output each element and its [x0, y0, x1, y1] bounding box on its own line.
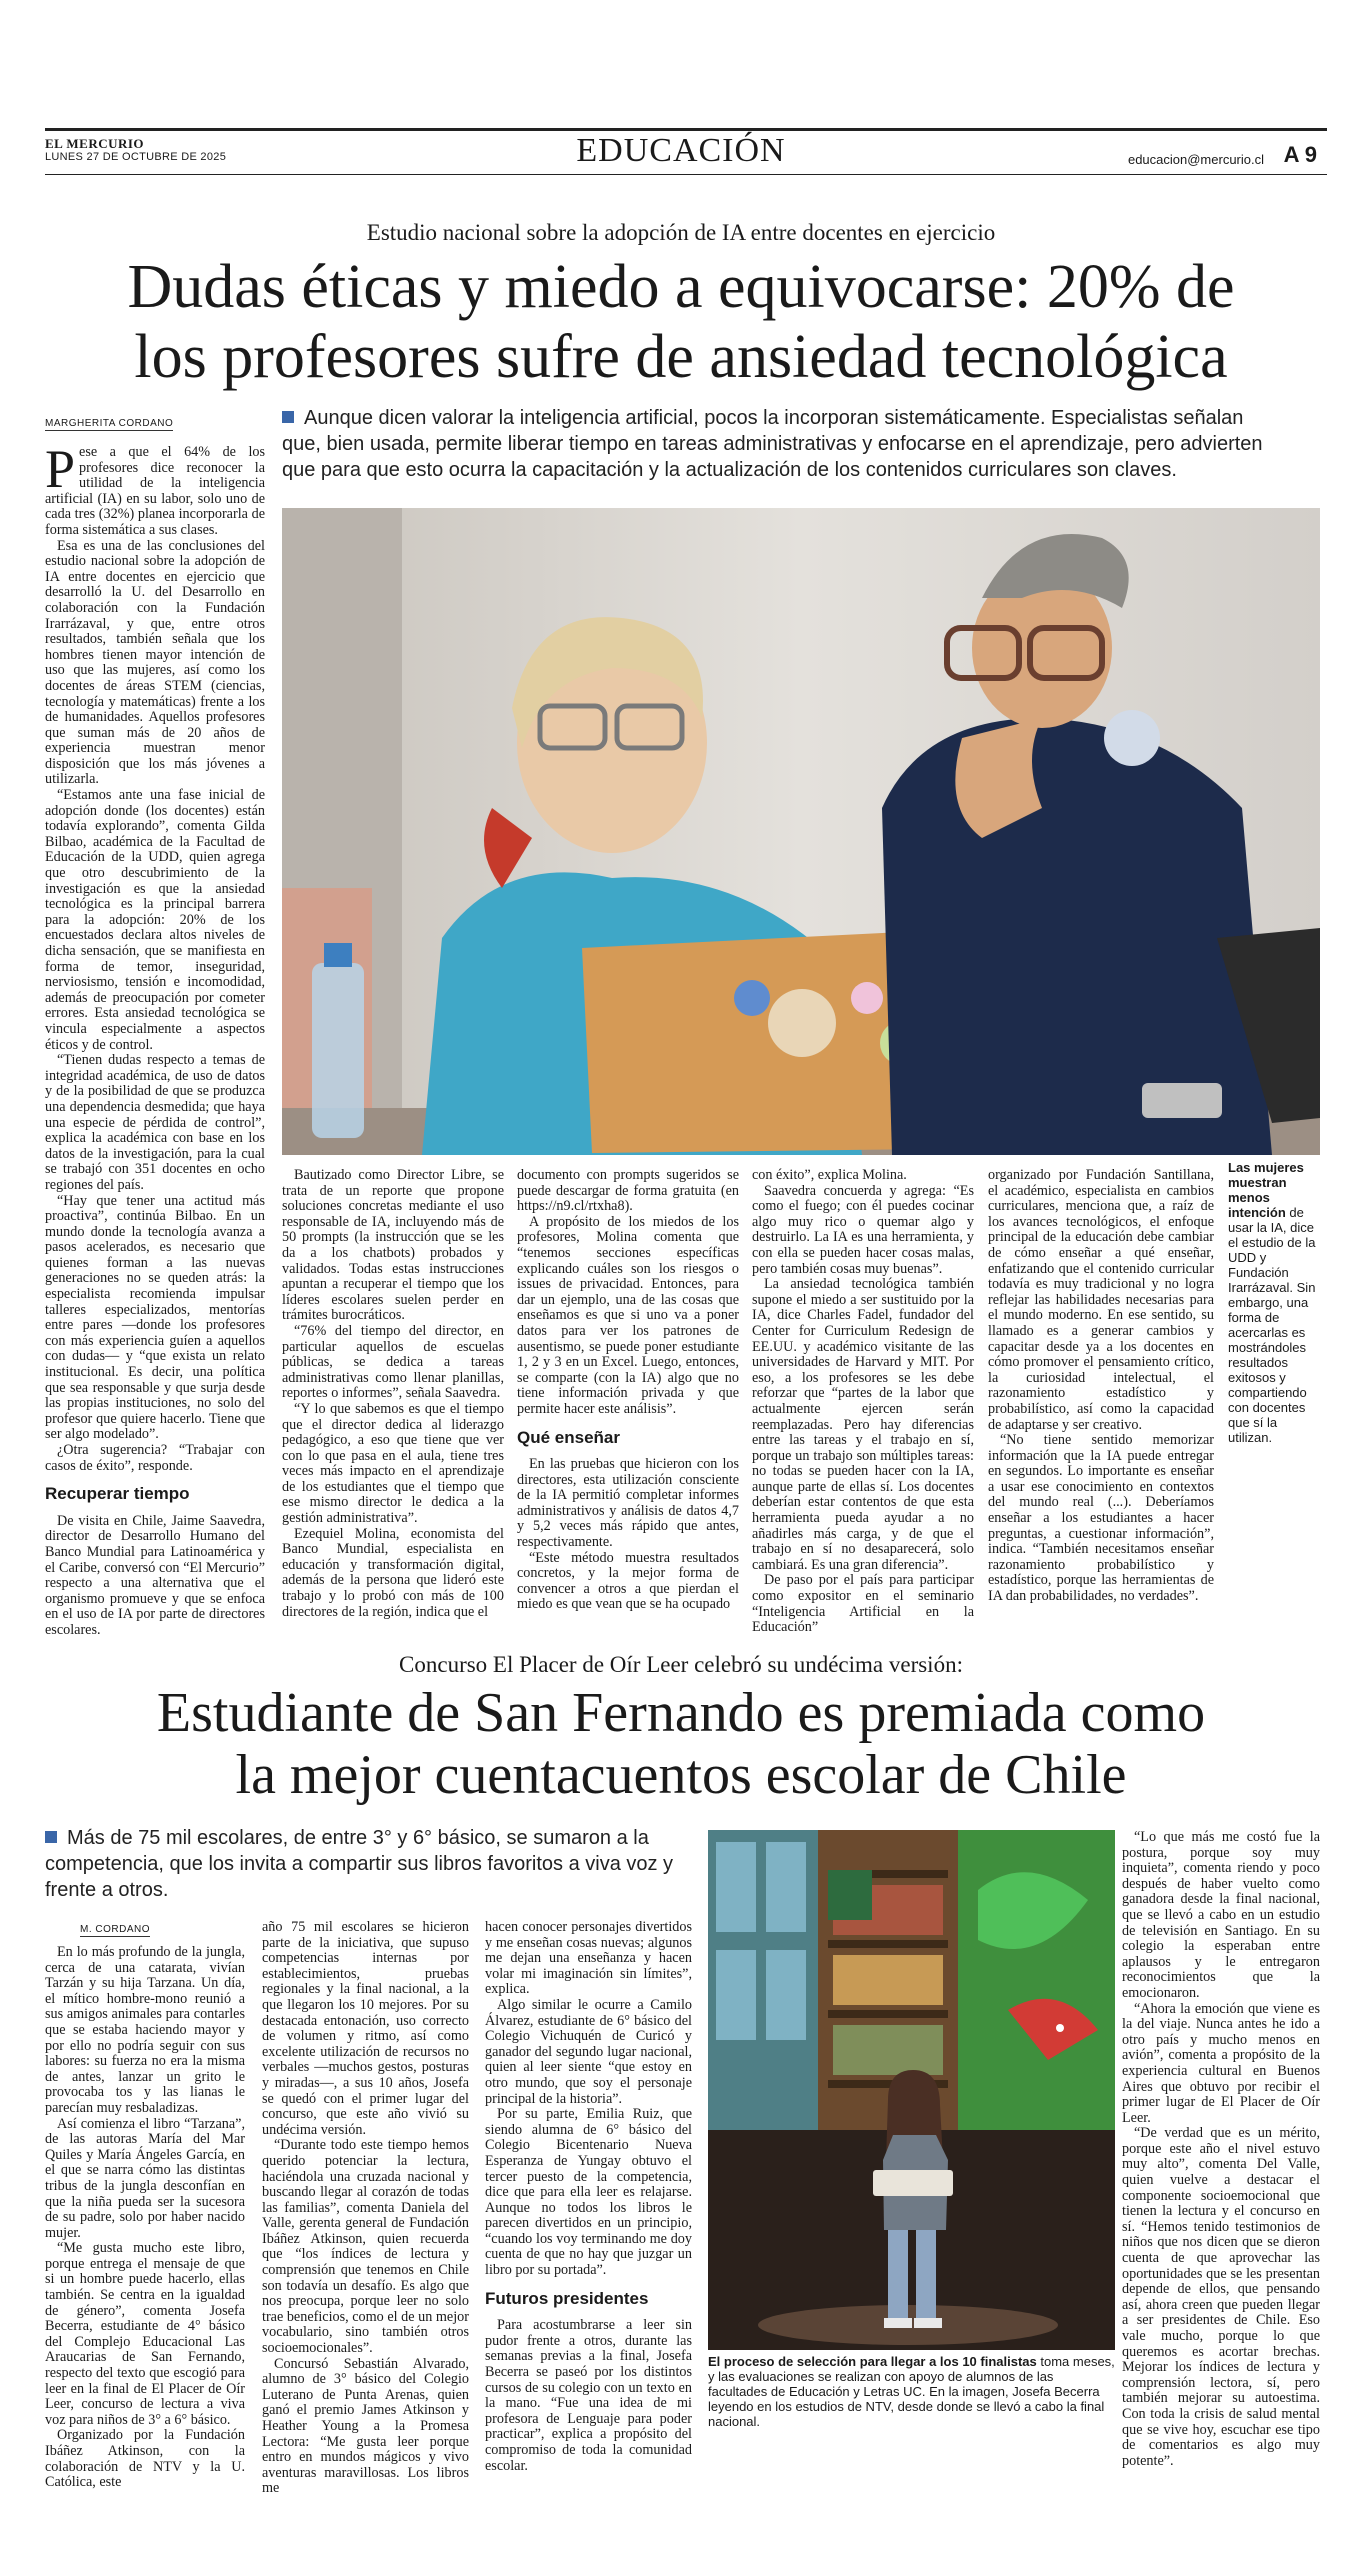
story1-column-4: [752, 1168, 974, 1636]
story1-headline-line1: Dudas éticas y miedo a equivocarse: 20% de: [127, 253, 1235, 321]
story1-col3-p4: “Este método muestra resultados concretos, y la mejor forma de convencer a otros a que pierdan el miedo es que vean que se ha ocupado: [517, 1549, 739, 1613]
page-number: A 9: [1283, 142, 1317, 167]
story1-lead-paragraph: [45, 439, 265, 539]
story1-photo-caption: [1228, 1160, 1322, 1445]
story2-col3-p2: Algo similar le ocurre a Camilo Álvarez, estudiante de 6° básico del Colegio Vichuquén de Curicó y ganador del segundo lugar nacional, quien al leer siente “que estoy en otro mundo, que soy el personaje principal de la historia”.: [485, 1996, 692, 2107]
teachers-laptop-illustration: [282, 508, 1320, 1155]
story1-column-3: [517, 1168, 739, 1613]
story2-col1-p4: Organizado por la Fundación Ibáñez Atkinson, con la colaboración de NTV y la U. Católica, este: [45, 2427, 245, 2491]
story1-col4-p1: con éxito”, explica Molina.: [752, 1167, 907, 1183]
section-title: EDUCACIÓN: [576, 132, 786, 169]
story1-col2-p1: Bautizado como Director Libre, se trata de un reporte que propone soluciones concretas mediante el uso responsable de IA, incluyendo más de 50 prompts (la instrucción que se les da a los chatbots) probados y validados. Todas estas instrucciones apuntan a recuperar el tiempo que los líderes escolares suelen perder en trámites burocráticos.: [282, 1167, 504, 1324]
story1-col5-p1: organizado por Fundación Santillana, el académico, especialista en cambios curriculares, menciona que, a raíz de los avances tecnológicos, el enfoque principal de la educación debe cambiar de cómo enseñar a qué enseñar, enfatizando que el contenido curricular todavía es muy tradicional y no logra reflejar las habilidades necesarias para el mundo moderno. En ese sentido, su llamado es a generar cambios y capacitar desde ya a los docentes en cómo promover el pensamiento crítico, la curiosidad intelectual, el razonamiento estadístico y probabilístico, así como la capacidad de adaptarse y ser creativo.: [988, 1167, 1214, 1433]
story2-deck-text: Más de 75 mil escolares, de entre 3° y 6° básico, se sumaron a la competencia, que los invita a compartir sus libros favoritos a viva voz y frente a otros.: [45, 1827, 674, 1901]
section-email[interactable]: educacion@mercurio.cl: [1127, 152, 1264, 167]
story2-photo-caption: [708, 2354, 1115, 2429]
story1-photo: [282, 508, 1320, 1155]
story1-headline-line2: los profesores sufre de ansiedad tecnológica: [134, 323, 1228, 391]
story2-col3-p1: hacen conocer personajes divertidos y me enseñan cosas nuevas; algunos me dejan una enseñanza y hacen volar mi imaginación sin límites”, explica.: [485, 1919, 692, 1998]
deck-square-icon: [282, 411, 294, 423]
story1-column-5: [988, 1168, 1214, 1605]
story2-col4-p3: “De verdad que es un mérito, porque este año el nivel estuvo muy alto”, comenta Del Valle, quien vuelve a destacar el componente socioemocional que tienen la lectura y el concurso en sí. “Hemos tenido testimonios de niños que nos dicen que se dieron cuenta de que aprovechar las oportunidades que se les presentan depende de ellos, que pensando así, ahora creen que pueden llegar a ser presidentes de Chile. Eso vale mucho, porque lo que queremos es acortar brechas. Mejorar los índices de lectura y comprensión lectora, sí, pero también mejorar su autoestima. Con toda la crisis de salud mental que se vive hoy, escuchar ese tipo de comentarios es algo muy potente”.: [1122, 2125, 1320, 2469]
story1-col5-p2: “No tiene sentido memorizar información que la IA puede entregar en segundos. Lo importante es enseñar a usar ese conocimiento en contextos del mundo real (...). Deberíamos enseñar a los estudiantes a hacer preguntas, a cuestionar información”, indica. “También necesitamos enseñar razonamiento probabilístico y estadístico, porque las herramientas de IA dan probabilidades, no verdades”.: [988, 1432, 1214, 1605]
story1-column-2: [282, 1168, 504, 1620]
story2-photo: [708, 1830, 1115, 2350]
story2-col3-p4: Para acostumbrarse a leer sin pudor frente a otros, durante las semanas previas a la final, Josefa Becerra se paseó por los distintos cursos de su colegio con un texto en la mano. “Fue una idea de mi profesora de Lenguaje para poder practicar”, explica a propósito del compromiso de toda la comunidad escolar.: [485, 2317, 692, 2474]
story1-col3-p1: documento con prompts sugeridos se puede descargar de forma gratuita (en https://n9.cl/rtxha8).: [517, 1167, 739, 1215]
story2-col2-p1: año 75 mil escolares se hicieron parte de la iniciativa, que supuso competencias internas por establecimientos, pruebas regionales y la final nacional, a la que llegaron los 10 mejores. Por su destacada entonación, uso correcto de volumen y ritmo, así como excelente utilización de recursos no verbales —muchos gestos, posturas y miradas—, a sus 10 años, Josefa se quedó con el primer lugar del concurso, que este año vivió su undécima versión.: [262, 1919, 469, 2138]
story1-col2-p3: “Y lo que sabemos es que el tiempo que el director dedica al liderazgo pedagógico, a eso que tiene que ver con lo que pasa en el aula, tiene tres veces más impacto en el aprendizaje de los estudiantes que el tiempo que ese mismo director le dedica a la gestión administrativa”.: [282, 1400, 504, 1527]
story2-col1-p3: “Me gusta mucho este libro, porque entrega el mensaje de que si un hombre puede hacerlo, ellas también. Se centra en la igualdad de género”, comenta Josefa Becerra, estudiante de 4° básico del Complejo Educacional Las Araucarias de San Fernando, respecto del texto que escogió para leer en la final de El Placer de Oír Leer, concurso de lectura a viva voz para niños de 3° a 6° básico.: [45, 2240, 245, 2428]
story1-subhead-que-ensenar: Qué enseñar: [517, 1427, 620, 1447]
story1-column-1: [45, 439, 265, 1639]
story1-col1-p4: “Tienen dudas respecto a temas de integridad académica, de uso de datos y de la posibilidad de que se produzca una dependencia desmedida; que haya una especie de pérdida de control”, explica la académica con base en los datos de la investigación, para la cual se trabajó con 351 docentes en ocho regiones del país.: [45, 1052, 265, 1193]
story1-col3-p2: A propósito de los miedos de los profesores, Molina comenta que “tenemos secciones específicas explicando cuáles son los riesgos o issues de privacidad. Entonces, para dar un ejemplo, una de las cosas que enseñamos es que si uno va a poner datos para ver los patrones de ausentismo, se puede poner estudiante 1, 2 y 3 en un Excel. Luego, entonces, se comparte (con la IA) algo que no tiene información privada y que permite hacer este análisis”.: [517, 1213, 739, 1417]
story2-column-1: [45, 1945, 245, 2491]
story1-col1-p2: Esa es una de las conclusiones del estudio nacional sobre la adopción de IA entre docentes en ejercicio que desarrolló la U. del Desarrollo en colaboración con la Fundación Irarrázaval, y que, entre otros resultados, también señala que los hombres tienen mayor intención de uso que las mujeres, así como los docentes de áreas STEM (ciencias, tecnología y matemáticas) frente a los de humanidades. Aquellos profesores que suman más de 20 años de experiencia muestran menor disposición que los más jóvenes a utilizarla.: [45, 537, 265, 788]
story1-col1-p3: “Estamos ante una fase inicial de adopción donde (los docentes) están todavía explorando”, comenta Gilda Bilbao, académica de la Facultad de Educación de la UDD, quien agrega que otro descubrimiento de la investigación es que la ansiedad tecnológica es la principal barrera para la adopción: 20% de los encuestados declara altos niveles de dicha sensación, que se manifiesta en forma de temor, inseguridad, nerviosismo, tensión e incomodidad, además de preocupación por cometer errores. Esta ansiedad tecnológica se vincula especialmente a aspectos éticos y de control.: [45, 787, 265, 1053]
story2-column-2: [262, 1920, 469, 2497]
story1-byline: MARGHERITA CORDANO: [45, 418, 174, 429]
story1-col1-p1: ese a que el 64% de los profesores dice reconocer la utilidad de la inteligencia artificial (IA) en su labor, solo uno de cada tres (32%) planea incorporarla de forma sistemática a sus clases.: [45, 444, 265, 538]
story1-col4-p4: De paso por el país para participar como expositor en el seminario “Inteligencia Artificial en la Educación”: [752, 1572, 974, 1636]
story1-caption-text: de usar la IA, dice el estudio de la UDD y Fundación Irarrázaval. Sin embargo, una forma de acercarlas es mostrándoles resultados exitosos y compartiendo con docentes que sí la utilizan.: [1228, 1205, 1316, 1445]
story2-headline-line2: la mejor cuentacuentos escolar de Chile: [235, 1744, 1127, 1806]
story2-deck: [45, 1825, 685, 1903]
story2-col3-p3: Por su parte, Emilia Ruiz, que siendo alumna de 6° básico del Colegio Bicentenario Nueva Esperanza de Yungay obtuvo el tercer puesto de la competencia, dice que para ella leer es relajarse. Aunque no todos los libros le parecen divertidos en un principio, “cuando los voy terminando me doy cuenta de que no hay que juzgar un libro por su portada”.: [485, 2106, 692, 2279]
story1-col1-p7: De visita en Chile, Jaime Saavedra, director de Desarrollo Humano del Banco Mundial para Latinoamérica y el Caribe, conversó con “El Mercurio” respecto a una alternativa que el organismo promueve y que se enfoca en el uso de IA por parte de directores escolares.: [45, 1512, 265, 1638]
header-bottom-rule: [45, 174, 1327, 175]
story2-column-4: [1122, 1830, 1320, 2469]
story1-col2-p2: “76% del tiempo del director, en particular aquellos de escuelas públicas, se dedica a tareas administrativas como llenar planillas, reportes o informes”, señala Saavedra.: [282, 1322, 504, 1402]
story2-caption-bold: El proceso de selección para llegar a los 10 finalistas: [708, 2354, 1037, 2369]
story2-kicker: Concurso El Placer de Oír Leer celebró su undécima versión:: [399, 1652, 963, 1677]
story2-column-3: [485, 1920, 692, 2474]
story2-subhead-futuros: Futuros presidentes: [485, 2288, 649, 2308]
story2-col1-p2: Así comienza el libro “Tarzana”, de las autoras María del Mar Quiles y María Ángeles García, en el que se narra cómo las distintas tribus de la jungla desconfían en que la niña pueda ser la sucesora de su padre, solo por haber nacido mujer.: [45, 2115, 245, 2241]
story1-col1-p5: “Hay que tener una actitud más proactiva”, continúa Bilbao. En un mundo donde la tecnología avanza a pasos acelerados, es necesario que quienes forman a las nuevas generaciones no se queden atrás: la especialista recomienda impulsar talleres especializados, mentorías entre pares —donde los profesores con más experiencia guíen a aquellos con dudas— y “que exista un relato institucional. Es decir, una política que sea responsable y que surja desde las propias instituciones, no solo del profesor que quiere hacerlo. Tiene que ser algo modelado”.: [45, 1192, 265, 1443]
header-top-rule: [45, 128, 1327, 131]
story1-col4-p3: La ansiedad tecnológica también supone el miedo a ser sustituido por la IA, dice Charles Fadel, fundador del Center for Curriculum Redesign de EE.UU. y académico visitante de las universidades de Harvard y MIT. Por eso, a los profesores se les debe reforzar que “partes de la labor que actualmente ejercen serán reemplazadas. Pero hay diferencias entre las tareas y el trabajo en sí, porque un trabajo son múltiples tareas: no todas se pueden hacer con la IA, aunque parte de ellas sí. Los docentes deberían estar contentos de que esta herramienta pueda ayudar a no añadirles más carga, y de que el trabajo en sí no desaparecerá, solo cambiará. Es una gran diferencia”.: [752, 1276, 974, 1573]
story2-col4-p1: “Lo que más me costó fue la postura, porque soy muy inquieta”, comenta riendo y poco después de haber vuelto como ganadora desde la final nacional, que se llevó a cabo en un estudio de televisión en Santiago. En su colegio la esperaban entre aplausos y le entregaron reconocimientos que la emocionaron.: [1122, 1829, 1320, 2001]
masthead: EL MERCURIO: [45, 136, 145, 151]
story1-headline: [40, 252, 1322, 392]
story2-col4-p2: “Ahora la emoción que viene es la del viaje. Nunca antes he ido a otro país y mucho menos en avión”, comenta a propósito de la experiencia cultural en Buenos Aires que obtuvo por recibir el primer lugar de El Placer de Oír Leer.: [1122, 2000, 1320, 2126]
story2-col2-p2: “Durante todo este tiempo hemos querido potenciar la lectura, haciéndola una cruzada nacional y buscando llegar al corazón de todas las familias”, comenta Daniela del Valle, gerenta general de Fundación Ibáñez Atkinson, quien recuerda que “los índices de lectura y comprensión que tenemos en Chile son todavía un desafío. Es algo que nos preocupa, porque leer no solo trae beneficios, como el de un mejor vocabulario, sino también otros socioemocionales”.: [262, 2137, 469, 2357]
story1-subhead-recuperar: Recuperar tiempo: [45, 1484, 190, 1504]
story1-col3-p3: En las pruebas que hicieron con los directores, esta utilización consciente de la IA permitió completar informes administrativos y análisis de datos 4,7 y 5,2 veces más rápido que antes, respectivamente.: [517, 1456, 739, 1551]
story1-col2-p4: Ezequiel Molina, economista del Banco Mundial, especialista en educación y transformación digital, además de la persona que lideró este trabajo y lo probó con más de 100 directores de la región, indica que el: [282, 1525, 504, 1620]
deck-square-icon: [45, 1831, 57, 1843]
story2-caption-text: toma meses, y las evaluaciones se realizan con apoyo de alumnos de las facultades de Educación y Letras UC. En la imagen, Josefa Becerra leyendo en los estudios de NTV, desde donde se llevó a cabo la final nacional.: [708, 2354, 1115, 2429]
story1-col1-p6: ¿Otra sugerencia? “Trabajar con casos de éxito”, responde.: [45, 1442, 265, 1474]
story1-col4-p2: Saavedra concuerda y agrega: “Es como el fuego; con él puedes cocinar algo muy rico o quemar algo y destruirlo. La IA es una herramienta, y con ella se pueden hacer cosas malas, pero también cosas muy buenas”.: [752, 1182, 974, 1277]
dropcap: P: [45, 439, 76, 499]
story2-headline-line1: Estudiante de San Fernando es premiada como: [156, 1682, 1206, 1744]
story2-col1-p1: En lo más profundo de la jungla, cerca de una catarata, vivían Tarzán y su hija Tarzana. Un día, el mítico hombre-mono reunió a sus amigos animales para contarles que se estaba haciendo mayor y por ello no podría seguir con sus labores: su fuerza no era la misma de antes, lanzar un grito le provocaba tos y las lianas le parecían muy resbaladizas.: [45, 1944, 245, 2116]
story1-deck-text: Aunque dicen valorar la inteligencia artificial, pocos la incorporan sistemáticamente. Especialistas señalan que, bien usada, permite liberar tiempo en tareas administrativas y enfocarse en el aprendizaje, pero advierten que para que esto ocurra la capacitación y la actualización de los contenidos curriculares son claves.: [282, 407, 1263, 481]
story2-headline: [40, 1682, 1322, 1806]
storyteller-stage-illustration: [708, 1830, 1115, 2350]
story2-byline: M. CORDANO: [80, 1924, 150, 1935]
story1-kicker: Estudio nacional sobre la adopción de IA entre docentes en ejercicio: [366, 220, 996, 245]
issue-date: LUNES 27 DE OCTUBRE DE 2025: [45, 151, 227, 163]
story1-caption-bold: Las mujeres muestran menos intención: [1228, 1160, 1304, 1220]
story1-deck: [282, 405, 1282, 483]
story2-col2-p3: Concursó Sebastián Alvarado, alumno de 3° básico del Colegio Luterano de Punta Arenas, quien ganó el premio James Atkinson y Heather Young a la Promesa Lectora: “Me gusta leer porque entro en mundos mágicos y vivo aventuras maravillosas. Los libros me: [262, 2355, 469, 2497]
